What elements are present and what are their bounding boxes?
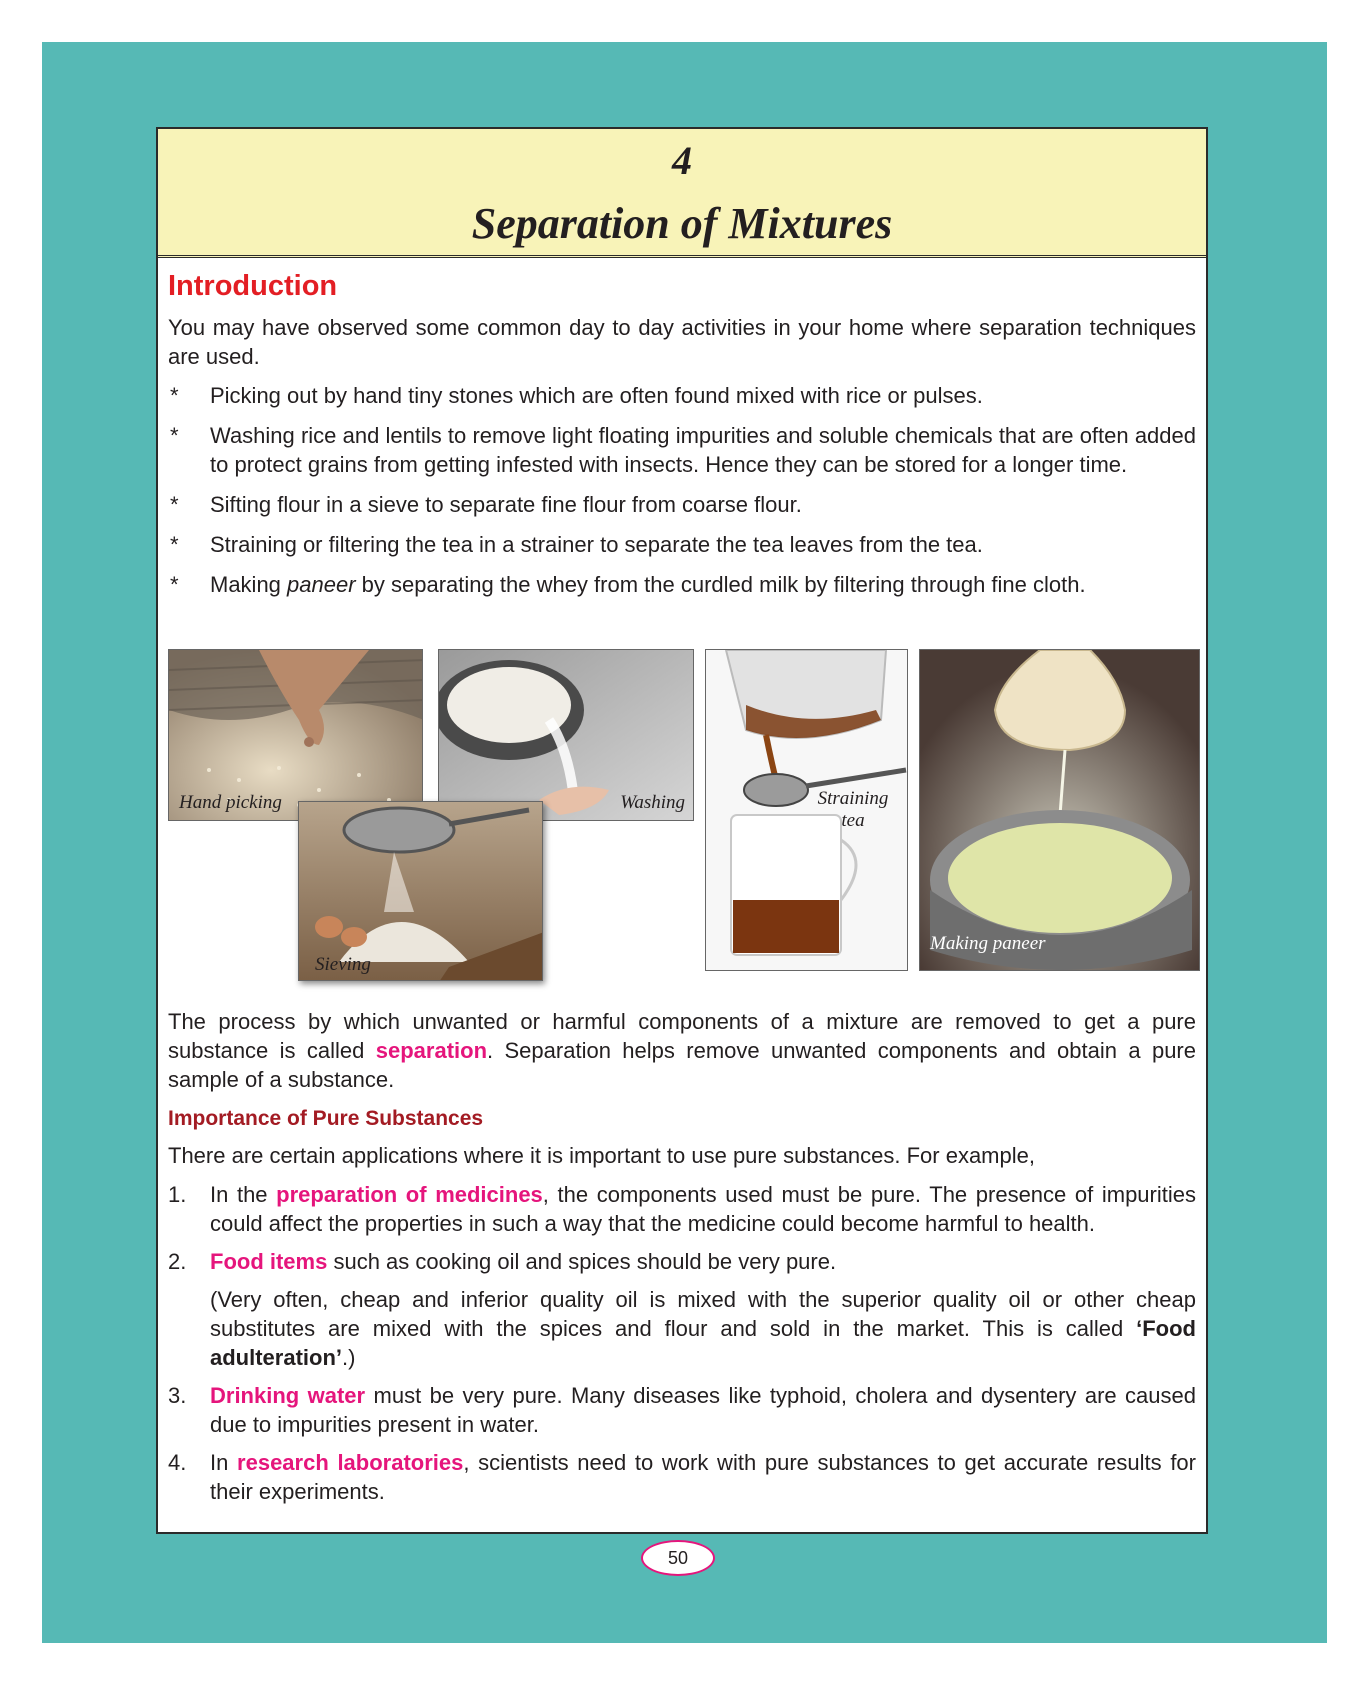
- hand-picking-caption: Hand picking: [179, 792, 282, 813]
- making-paneer-photo: [919, 649, 1200, 971]
- washing-caption: Washing: [620, 792, 685, 813]
- list-item: * Straining or filtering the tea in a strainer to separate the tea leaves from the tea.: [170, 532, 983, 557]
- bullet-star: *: [170, 572, 179, 597]
- activity-photos: [168, 649, 1200, 989]
- list-item: * Sifting flour in a sieve to separate fine flour from coarse flour.: [170, 492, 802, 517]
- making-paneer-caption: Making paneer: [930, 933, 1046, 954]
- page-number: 50: [641, 1540, 715, 1576]
- list-item: * Making paneer by separating the whey from the curdled milk by filtering through fine cloth.: [170, 572, 1086, 597]
- bullet-star: *: [170, 383, 179, 408]
- list-item: * Washing rice and lentils to remove light floating impurities and soluble chemicals that are often added to protect grains from getting infested with insects. Hence they can be stored for a longer time.: [170, 423, 1196, 477]
- list-item: 4. In research laboratories, scientists need to work with pure substances to get accurate results for their experiments.: [168, 1450, 1196, 1504]
- chapter-header: [158, 129, 1206, 258]
- sieving-caption: Sieving: [315, 954, 371, 975]
- list-item: 1. In the preparation of medicines, the components used must be pure. The presence of impurities could affect the properties in such a way that the medicine could become harmful to health.: [168, 1182, 1196, 1236]
- activities-list: [168, 381, 1196, 599]
- hand-picking-photo: [168, 649, 423, 821]
- importance-intro: There are certain applications where it is important to use pure substances. For example,: [168, 1143, 1035, 1168]
- introduction-paragraph: You may have observed some common day to day activities in your home where separation techniques are used.: [168, 315, 1196, 369]
- separation-term: separation: [375, 1038, 488, 1063]
- separation-section: [168, 1007, 1196, 1515]
- list-item: 3. Drinking water must be very pure. Many diseases like typhoid, cholera and dysentery are caused due to impurities present in water.: [168, 1383, 1196, 1437]
- list-item: 2. Food items such as cooking oil and spices should be very pure.: [168, 1249, 837, 1274]
- introduction-section: [168, 269, 1196, 610]
- importance-heading: Importance of Pure Substances: [168, 1107, 484, 1130]
- list-item: * Picking out by hand tiny stones which are often found mixed with rice or pulses.: [170, 383, 983, 408]
- introduction-heading: Introduction: [168, 270, 338, 302]
- separation-definition: The process by which unwanted or harmful components of a mixture are removed to get a pure substance is called separation. Separation helps remove unwanted components and obtain a pure sample of a substance.: [168, 1009, 1196, 1092]
- importance-list-continued: [168, 1381, 1196, 1506]
- bullet-star: *: [170, 532, 179, 557]
- bullet-star: *: [170, 423, 179, 448]
- sieving-photo: [298, 801, 543, 981]
- chapter-title: Separation of Mixtures: [471, 199, 893, 248]
- textbook-page: [156, 127, 1208, 1534]
- straining-tea-photo: [705, 649, 908, 971]
- straining-tea-caption: Straining tea: [817, 788, 889, 831]
- bullet-star: *: [170, 492, 179, 517]
- washing-photo: [438, 649, 694, 821]
- chapter-number: 4: [672, 138, 692, 183]
- importance-list: [168, 1180, 1196, 1276]
- food-adulteration-note: (Very often, cheap and inferior quality oil is mixed with the superior quality oil or other cheap substitutes are mixed with the spices and flour and sold in the market. This is called ‘Food adulteration’.): [210, 1287, 1196, 1370]
